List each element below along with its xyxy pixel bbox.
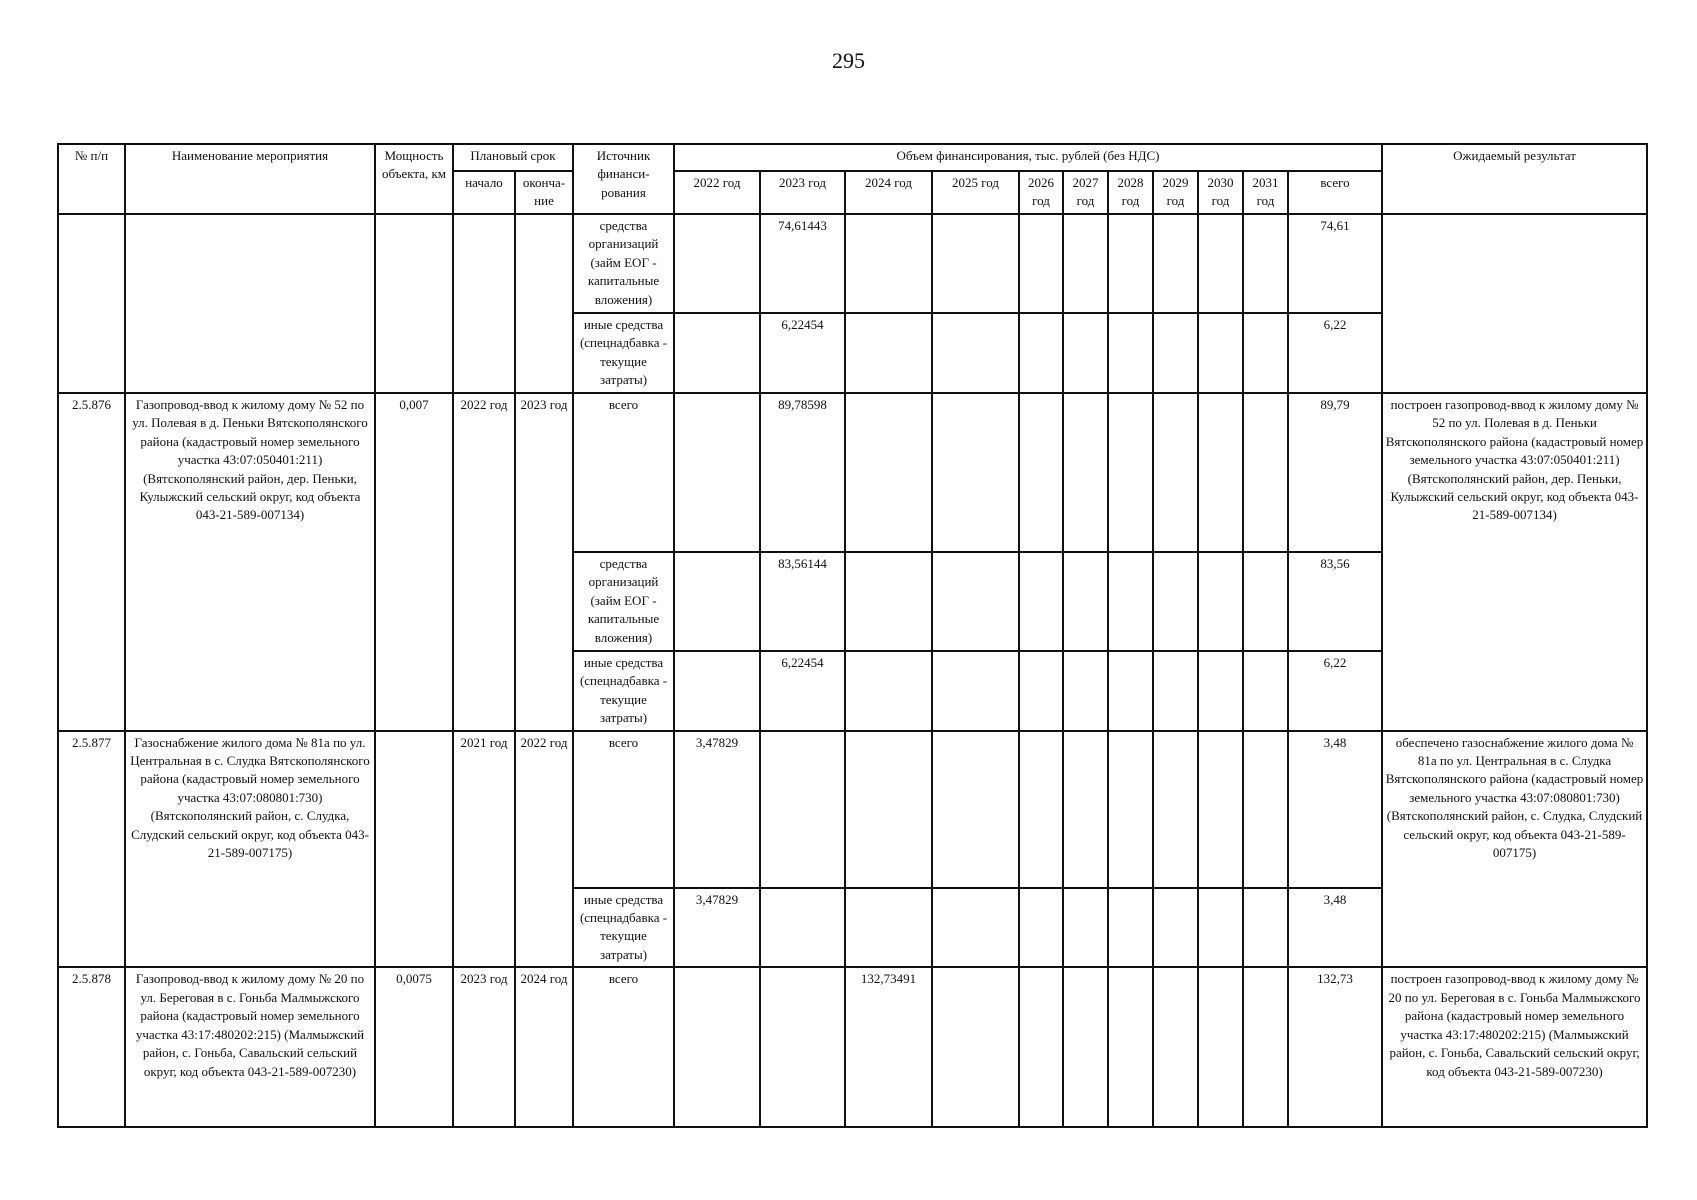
- header-total: всего: [1288, 171, 1382, 214]
- funding-value: [1019, 313, 1063, 393]
- funding-value: [1063, 731, 1108, 888]
- header-year: 2031 год: [1243, 171, 1288, 214]
- funding-value: [1198, 214, 1243, 313]
- funding-total: 74,61: [1288, 214, 1382, 313]
- funding-value: [1063, 313, 1108, 393]
- funding-total: 3,48: [1288, 888, 1382, 968]
- funding-value: 89,78598: [760, 393, 845, 552]
- header-year: 2029 год: [1153, 171, 1198, 214]
- row-number: 2.5.878: [58, 967, 125, 1127]
- row-number: 2.5.877: [58, 731, 125, 968]
- row-number: 2.5.876: [58, 393, 125, 731]
- funding-value: [1153, 393, 1198, 552]
- funding-value: [760, 731, 845, 888]
- funding-value: [845, 214, 932, 313]
- funding-value: [1198, 552, 1243, 651]
- plan-end: 2024 год: [515, 967, 573, 1127]
- expected-result: построен газопровод-ввод к жилому дому № 20 по ул. Береговая в с. Гоньба Малмыжского района (кадастровый номер земельного участка 43:17:480202:215) (Малмыжский район, с. Гоньба, Савальский сельский округ, код объекта 043-21-589-007230): [1382, 967, 1647, 1127]
- object-power: 0,0075: [375, 967, 453, 1127]
- funding-value: [1198, 967, 1243, 1127]
- funding-value: [1019, 651, 1063, 731]
- measure-name: Газопровод-ввод к жилому дому № 52 по ул. Полевая в д. Пеньки Вятскополянского района (кадастровый номер земельного участка 43:07:050401:211) (Вятскополянский район, дер. Пеньки, Кулыжский сельский округ, код объекта 043-21-589-007134): [125, 393, 375, 731]
- table-header: [58, 144, 1647, 214]
- row-number: [58, 214, 125, 393]
- header-year: 2025 год: [932, 171, 1019, 214]
- plan-start: [453, 214, 515, 393]
- funding-value: [932, 651, 1019, 731]
- funding-value: [1198, 313, 1243, 393]
- funding-value: [845, 888, 932, 968]
- funding-value: [1108, 313, 1153, 393]
- funding-value: [845, 313, 932, 393]
- funding-value: [1153, 967, 1198, 1127]
- header-result: Ожидаемый результат: [1382, 144, 1647, 214]
- expected-result: обеспечено газоснабжение жилого дома № 81а по ул. Центральная в с. Слудка Вятскополянского района (кадастровый номер земельного участка 43:07:080801:730) (Вятскополянский район, с. Слудка, Слудский сельский округ, код объекта 043-21-589-007175): [1382, 731, 1647, 968]
- funding-value: [1063, 214, 1108, 313]
- header-source: Источник финанси-рования: [573, 144, 674, 214]
- funding-value: [1108, 967, 1153, 1127]
- funding-value: 74,61443: [760, 214, 845, 313]
- header-end: оконча-ние: [515, 171, 573, 214]
- funding-value: [845, 731, 932, 888]
- funding-value: [845, 393, 932, 552]
- funding-value: [1063, 967, 1108, 1127]
- funding-value: [1198, 651, 1243, 731]
- funding-value: [1153, 651, 1198, 731]
- funding-value: [1243, 214, 1288, 313]
- header-year: 2027 год: [1063, 171, 1108, 214]
- funding-value: [1153, 313, 1198, 393]
- header-year: 2022 год: [674, 171, 760, 214]
- funding-value: [1063, 651, 1108, 731]
- plan-start: 2022 год: [453, 393, 515, 731]
- funding-value: 132,73491: [845, 967, 932, 1127]
- funding-value: 6,22454: [760, 651, 845, 731]
- funding-total: 132,73: [1288, 967, 1382, 1127]
- funding-value: [1153, 552, 1198, 651]
- funding-value: [1198, 731, 1243, 888]
- funding-value: [1019, 731, 1063, 888]
- table-body: [58, 214, 1647, 1127]
- funding-value: [1198, 393, 1243, 552]
- plan-end: [515, 214, 573, 393]
- funding-value: [932, 393, 1019, 552]
- table-row: [58, 393, 1647, 552]
- measure-name: Газоснабжение жилого дома № 81а по ул. Центральная в с. Слудка Вятскополянского района (кадастровый номер земельного участка 43:07:080801:730) (Вятскополянский район, с. Слудка, Слудский сельский округ, код объекта 043-21-589-007175): [125, 731, 375, 968]
- funding-value: [1108, 393, 1153, 552]
- funding-value: [1243, 552, 1288, 651]
- funding-value: 83,56144: [760, 552, 845, 651]
- funding-total: 6,22: [1288, 651, 1382, 731]
- funding-value: [760, 888, 845, 968]
- funding-value: [1243, 888, 1288, 968]
- funding-value: [674, 552, 760, 651]
- funding-value: [1243, 967, 1288, 1127]
- object-power: [375, 214, 453, 393]
- funding-value: 6,22454: [760, 313, 845, 393]
- funding-value: [674, 393, 760, 552]
- funding-value: [674, 214, 760, 313]
- header-num: № п/п: [58, 144, 125, 214]
- funding-value: [1243, 651, 1288, 731]
- funding-value: [1243, 731, 1288, 888]
- funding-value: [1108, 888, 1153, 968]
- funding-value: [1019, 393, 1063, 552]
- funding-source: иные средства (спецнадбавка - текущие затраты): [573, 313, 674, 393]
- plan-end: 2023 год: [515, 393, 573, 731]
- funding-source: всего: [573, 731, 674, 888]
- funding-table: [57, 143, 1648, 1128]
- funding-value: [932, 214, 1019, 313]
- funding-value: [1243, 393, 1288, 552]
- funding-value: [1019, 967, 1063, 1127]
- measure-name: [125, 214, 375, 393]
- funding-value: [1063, 888, 1108, 968]
- funding-value: [1019, 552, 1063, 651]
- funding-value: [1108, 552, 1153, 651]
- funding-total: 3,48: [1288, 731, 1382, 888]
- plan-start: 2021 год: [453, 731, 515, 968]
- expected-result: построен газопровод-ввод к жилому дому № 52 по ул. Полевая в д. Пеньки Вятскополянского района (кадастровый номер земельного участка 43:07:050401:211) (Вятскополянский район, дер. Пеньки, Кулыжский сельский округ, код объекта 043-21-589-007134): [1382, 393, 1647, 731]
- funding-source: всего: [573, 393, 674, 552]
- funding-value: [1019, 214, 1063, 313]
- funding-value: [674, 313, 760, 393]
- header-name: Наименование мероприятия: [125, 144, 375, 214]
- plan-start: 2023 год: [453, 967, 515, 1127]
- funding-source: средства организаций (займ ЕОГ - капитальные вложения): [573, 552, 674, 651]
- table-row: [58, 731, 1647, 888]
- funding-value: [1153, 214, 1198, 313]
- funding-value: [932, 552, 1019, 651]
- funding-value: [674, 651, 760, 731]
- header-start: начало: [453, 171, 515, 214]
- plan-end: 2022 год: [515, 731, 573, 968]
- header-year: 2028 год: [1108, 171, 1153, 214]
- funding-value: [1108, 651, 1153, 731]
- header-year: 2026 год: [1019, 171, 1063, 214]
- funding-value: [932, 731, 1019, 888]
- header-period: Плановый срок: [453, 144, 573, 171]
- header-power: Мощность объекта, км: [375, 144, 453, 214]
- funding-value: [932, 313, 1019, 393]
- funding-source: средства организаций (займ ЕОГ - капитальные вложения): [573, 214, 674, 313]
- header-year: 2024 год: [845, 171, 932, 214]
- measure-name: Газопровод-ввод к жилому дому № 20 по ул. Береговая в с. Гоньба Малмыжского района (кадастровый номер земельного участка 43:17:480202:215) (Малмыжский район, с. Гоньба, Савальский сельский округ, код объекта 043-21-589-007230): [125, 967, 375, 1127]
- funding-value: [1243, 313, 1288, 393]
- funding-value: [845, 552, 932, 651]
- funding-total: 6,22: [1288, 313, 1382, 393]
- header-year: 2030 год: [1198, 171, 1243, 214]
- expected-result: [1382, 214, 1647, 393]
- funding-value: [1108, 731, 1153, 888]
- header-year: 2023 год: [760, 171, 845, 214]
- funding-value: [932, 967, 1019, 1127]
- table-row: [58, 967, 1647, 1127]
- funding-value: [674, 967, 760, 1127]
- funding-total: 83,56: [1288, 552, 1382, 651]
- funding-value: [1019, 888, 1063, 968]
- funding-value: [845, 651, 932, 731]
- object-power: 0,007: [375, 393, 453, 731]
- funding-value: 3,47829: [674, 888, 760, 968]
- funding-source: иные средства (спецнадбавка - текущие затраты): [573, 888, 674, 968]
- funding-value: [760, 967, 845, 1127]
- funding-source: иные средства (спецнадбавка - текущие затраты): [573, 651, 674, 731]
- funding-value: [932, 888, 1019, 968]
- funding-value: [1063, 552, 1108, 651]
- funding-value: [1108, 214, 1153, 313]
- funding-value: [1198, 888, 1243, 968]
- object-power: [375, 731, 453, 968]
- page-number: 295: [832, 48, 865, 73]
- funding-value: 3,47829: [674, 731, 760, 888]
- funding-source: всего: [573, 967, 674, 1127]
- funding-total: 89,79: [1288, 393, 1382, 552]
- header-funding: Объем финансирования, тыс. рублей (без НДС): [674, 144, 1382, 171]
- funding-value: [1153, 731, 1198, 888]
- funding-value: [1063, 393, 1108, 552]
- table-row: [58, 214, 1647, 313]
- funding-value: [1153, 888, 1198, 968]
